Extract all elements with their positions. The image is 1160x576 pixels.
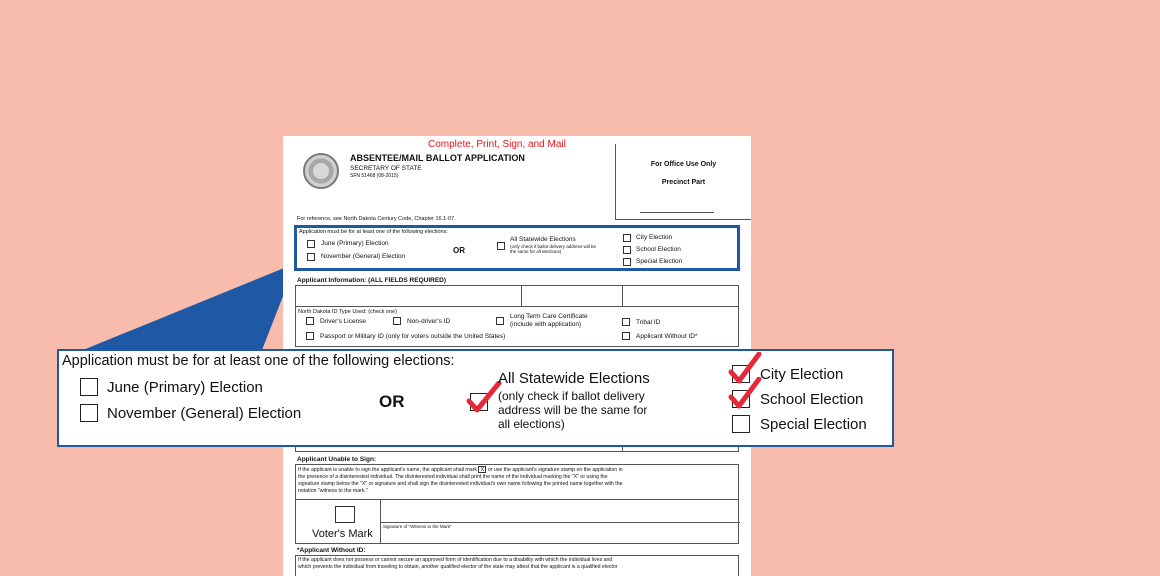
without-id-line1: If the applicant does not possess or cannot secure an approved form of identification due to a disability with which the individual lives and — [298, 557, 613, 563]
long-term-care-label: Long Term Care Certificate — [510, 313, 588, 320]
passport-label: Passport or Military ID (only for voters outside the United States) — [320, 333, 506, 340]
elections-callout — [59, 351, 892, 445]
id-type-label: North Dakota ID Type Used: (check one) — [298, 309, 397, 315]
passport-checkbox[interactable] — [306, 332, 314, 340]
statewide-label: All Statewide Elections — [510, 236, 576, 243]
statewide-note-line2: address will be the same for — [498, 403, 648, 417]
office-use-box — [615, 144, 751, 220]
unable-text-line2: the presence of a disinterested individual. The disinterested individual shall print the name of the individual marking the "X" or using the — [298, 474, 608, 480]
callout-header: Application must be for at least one of the following elections: — [62, 353, 455, 369]
without-id-text — [295, 555, 739, 576]
applicant-info-row — [295, 285, 739, 307]
voters-mark-row — [295, 500, 739, 544]
id-type-section — [295, 307, 739, 347]
precinct-line — [640, 212, 714, 213]
callout-statewide-note — [498, 389, 647, 431]
form-title: ABSENTEE/MAIL BALLOT APPLICATION — [350, 153, 525, 163]
callout-school-label: School Election — [760, 391, 864, 408]
callout-special-checkbox[interactable] — [732, 415, 750, 433]
agency-name: SECRETARY OF STATE — [350, 165, 422, 172]
without-id-line2: which prevents the individual from traveling to obtain, another qualified elector of the state may attest that the applicant is a qualified elector — [298, 564, 618, 570]
drivers-license-checkbox[interactable] — [306, 317, 314, 325]
statewide-check-icon — [466, 381, 502, 415]
drivers-license-label: Driver's License — [320, 318, 367, 325]
unable-text-line3: signature stamp below the "X" or signature and shall sign the disinterested individual's own name following the printed name together with the — [298, 481, 623, 487]
callout-november-checkbox[interactable] — [80, 404, 98, 422]
statewide-note-line3: all elections) — [498, 417, 565, 431]
callout-statewide-label: All Statewide Elections — [498, 370, 650, 387]
special-checkbox[interactable] — [623, 258, 631, 266]
callout-or-label: OR — [379, 392, 405, 411]
applicant-without-id-label: Applicant Without ID* — [636, 333, 698, 340]
callout-november-label: November (General) Election — [107, 405, 302, 422]
witness-signature-label: Signature of "Witness to the Mark" — [383, 524, 452, 529]
school-checkbox[interactable] — [623, 246, 631, 254]
state-seal-icon — [303, 153, 339, 189]
form-number: SFN 51468 (08-2015) — [350, 173, 399, 179]
city-checkbox[interactable] — [623, 234, 631, 242]
voters-mark-label: Voter's Mark — [312, 528, 373, 540]
callout-special-label: Special Election — [760, 416, 867, 433]
long-term-care-checkbox[interactable] — [496, 317, 504, 325]
applicant-info-header: Applicant Information: (ALL FIELDS REQUIRED) — [297, 277, 447, 284]
unable-text-line1b: or use the applicant's signature stamp on the application in — [487, 467, 623, 473]
mark-x-box: X — [478, 466, 486, 473]
unable-to-sign-header: Applicant Unable to Sign: — [297, 456, 377, 463]
school-check-icon — [728, 377, 762, 411]
statewide-note: (only check if ballot delivery address will be the same for all elections) — [510, 244, 597, 254]
callout-june-label: June (Primary) Election — [107, 379, 263, 396]
non-drivers-id-label: Non-driver's ID — [407, 318, 451, 325]
applicant-without-id-checkbox[interactable] — [622, 332, 630, 340]
november-label: November (General) Election — [321, 253, 406, 260]
unable-to-sign-text — [295, 464, 739, 500]
tribal-id-label: Tribal ID — [636, 319, 661, 326]
unable-text-line4: notation "witness to the mark." — [298, 488, 368, 494]
elections-section — [294, 225, 740, 271]
june-checkbox[interactable] — [307, 240, 315, 248]
statewide-checkbox[interactable] — [497, 242, 505, 250]
special-label: Special Election — [636, 258, 683, 265]
unable-text-line1: If the applicant is unable to sign the applicant's name, the applicant shall mark — [298, 467, 477, 473]
november-checkbox[interactable] — [307, 253, 315, 261]
statewide-note-line1: (only check if ballot delivery — [498, 389, 645, 403]
city-label: City Election — [636, 234, 673, 241]
tribal-id-checkbox[interactable] — [622, 318, 630, 326]
callout-june-checkbox[interactable] — [80, 378, 98, 396]
non-drivers-id-checkbox[interactable] — [393, 317, 401, 325]
form-instruction-header: Complete, Print, Sign, and Mail — [428, 139, 566, 150]
voters-mark-box[interactable] — [335, 506, 355, 523]
long-term-care-note: (include with application) — [510, 321, 582, 328]
without-id-header: *Applicant Without ID: — [297, 547, 366, 554]
reference-text: For reference, see North Dakota Century Code, Chapter 16.1-07. — [297, 216, 456, 222]
school-label: School Election — [636, 246, 681, 253]
callout-city-label: City Election — [760, 366, 844, 383]
precinct-part-label: Precinct Part — [661, 179, 706, 186]
june-label: June (Primary) Election — [321, 240, 389, 247]
elections-header: Application must be for at least one of the following elections: — [299, 229, 448, 235]
or-label: OR — [453, 246, 465, 255]
office-use-label: For Office Use Only — [650, 161, 717, 168]
